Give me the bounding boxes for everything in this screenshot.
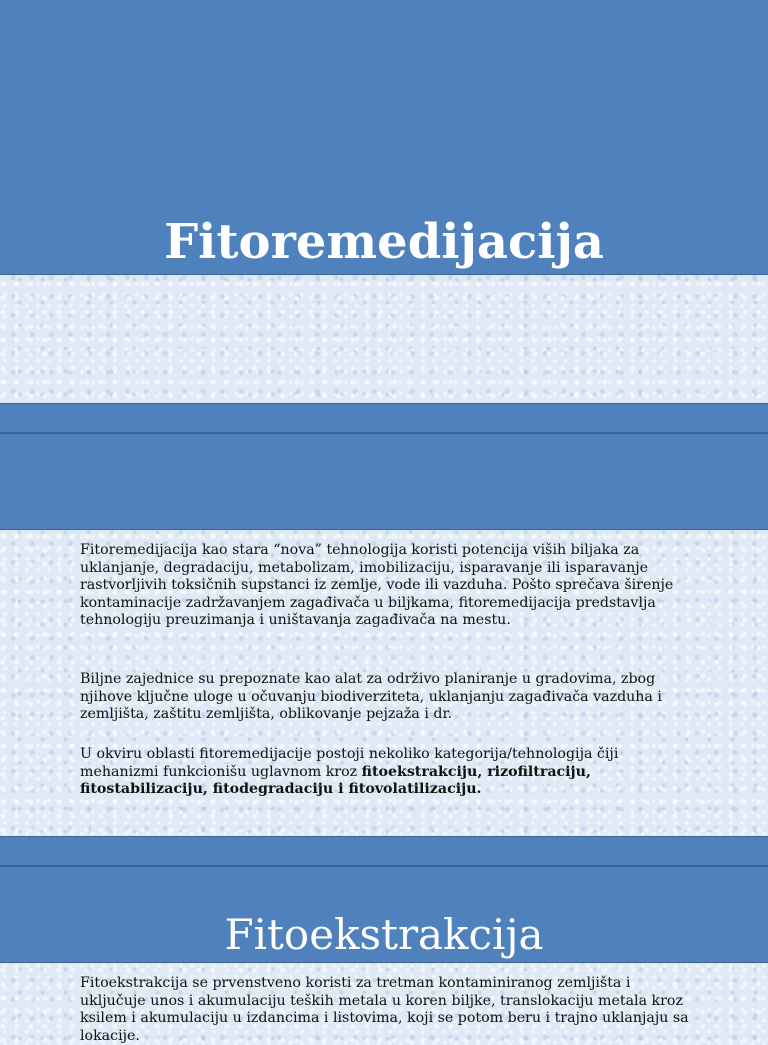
page-title: Fitoremedijacija <box>164 214 604 270</box>
categories-intro-text: U okviru oblasti fitoremedijacije postoji nekoliko kategorija/tehnologija čiji mehanizmi funkcionišu uglavnom kroz <box>80 746 619 780</box>
intro-paragraph: Fitoremedijacija kao stara “nova” tehnologija koristi potencija viših biljaka za uklanjanje, degradaciju, metabolizam, imobilizaciju, isparavanje ili isparavanje rastvorljivih toksičnih supstanci iz zemlje, vode ili vazduha. Pošto sprečava širenje kontaminacije zadržavanjem zagađivača u biljkama, fitoremedijacija predstavlja tehnologiju preuzimanja i uništavanja zagađivača na mestu. <box>80 542 674 629</box>
slide-divider-band <box>0 403 768 433</box>
section-title: Fitoekstrakcija <box>224 910 544 959</box>
phytoextraction-paragraph: Fitoekstrakcija se prvenstveno koristi za tretman kontaminiranog zemljišta i uključuje unos i akumulaciju teških metala u koren biljke, translokaciju metala kroz ksilem i akumulaciju u izdancima i listovima, koji se potom beru i trajno uklanjaju sa lokacije. <box>80 975 689 1044</box>
categories-paragraph <box>80 746 692 799</box>
slide-header-band <box>0 433 768 530</box>
plant-communities-paragraph: Biljne zajednice su prepoznate kao alat za održivo planiranje u gradovima, zbog njihove ključne uloge u očuvanju biodiverziteta, uklanjanju zagađivača vazduha i zemljišta, zaštitu zemljišta, oblikovanje pejzaža i dr. <box>80 671 662 723</box>
categories-bold-text: fitoekstrakciju, rizofiltraciju, fitostabilizaciju, fitodegradaciju i fitovolatilizaciju. <box>80 763 591 798</box>
slide-divider-band <box>0 836 768 866</box>
